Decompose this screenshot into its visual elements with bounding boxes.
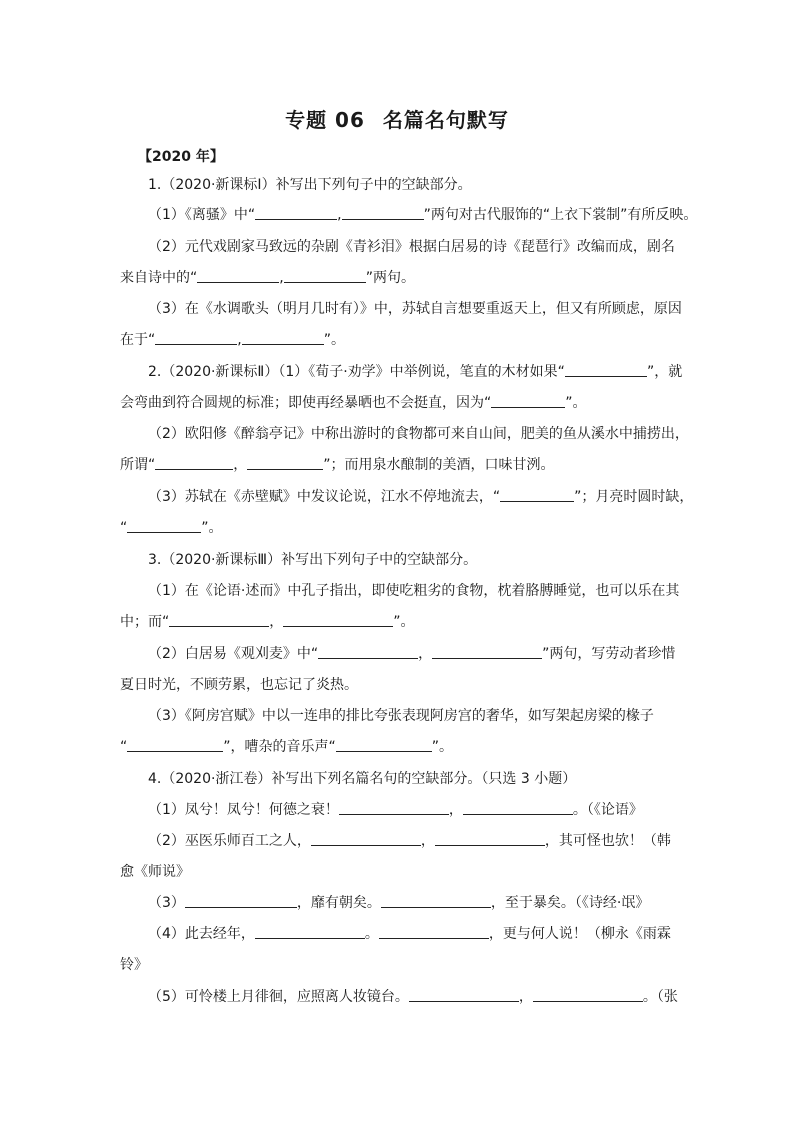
answer-blank[interactable] <box>242 332 324 345</box>
q1-stem: 1.（2020·新课标Ⅰ）补写出下列句子中的空缺部分。 <box>148 177 472 193</box>
q2-item1: 2.（2020·新课标Ⅱ）（1）《荀子·劝学》中举例说，笔直的木材如果“ ”，就 <box>148 364 683 380</box>
answer-blank[interactable] <box>339 802 449 815</box>
answer-blank[interactable] <box>169 614 269 627</box>
q4-item2-cont: 愈《师说》 <box>120 864 190 880</box>
q3-stem: 3.（2020·新课标Ⅲ）补写出下列句子中的空缺部分。 <box>148 552 478 568</box>
answer-blank[interactable] <box>247 457 323 470</box>
q4-item4-cont: 铃》 <box>120 957 148 973</box>
q3-item2: （2）白居易《观刈麦》中“ ， ”两句，写劳动者珍惜 <box>148 646 676 662</box>
answer-blank[interactable] <box>432 646 542 659</box>
answer-blank[interactable] <box>155 332 237 345</box>
section-heading: 【2020 年】 <box>138 149 224 165</box>
answer-blank[interactable] <box>127 520 201 533</box>
answer-blank[interactable] <box>336 739 432 752</box>
answer-blank[interactable] <box>409 989 519 1002</box>
answer-blank[interactable] <box>500 489 574 502</box>
q4-item1: （1）凤兮！凤兮！何德之衰！ ， 。（《论语》 <box>148 802 643 818</box>
answer-blank[interactable] <box>533 989 643 1002</box>
q2-item2: （2）欧阳修《醉翁亭记》中称出游时的食物都可来自山间，肥美的鱼从溪水中捕捞出， <box>148 426 689 442</box>
q1-item2-cont: 来自诗中的“ , ”两句。 <box>120 270 415 286</box>
answer-blank[interactable] <box>255 926 365 939</box>
answer-blank[interactable] <box>255 207 337 220</box>
answer-blank[interactable] <box>565 364 647 377</box>
answer-blank[interactable] <box>185 895 297 908</box>
title-prefix: 专题 06 <box>285 108 365 132</box>
q3-item1-cont: 中；而“ ， ”。 <box>120 614 415 630</box>
answer-blank[interactable] <box>155 457 233 470</box>
q3-item3: （3）《阿房宫赋》中以一连串的排比夸张表现阿房宫的奢华，如写架起房梁的椽子 <box>148 708 654 724</box>
q4-item3: （3） ，靡有朝矣。 ，至于暴矣。（《诗经·氓》 <box>148 895 650 911</box>
q1-item3-cont: 在于“ , ”。 <box>120 332 345 348</box>
answer-blank[interactable] <box>491 395 565 408</box>
q4-item4: （4）此去经年， 。 ，更与何人说！（柳永《雨霖 <box>148 926 671 942</box>
answer-blank[interactable] <box>318 646 418 659</box>
q2-item3: （3）苏轼在《赤壁赋》中发议论说，江水不停地流去，“ ”；月亮时圆时缺， <box>148 489 694 505</box>
q3-item2-cont: 夏日时光，不顾劳累，也忘记了炎热。 <box>120 677 358 693</box>
q2-item1-cont: 会弯曲到符合圆规的标准；即使再经暴晒也不会挺直，因为“ ”。 <box>120 395 587 411</box>
q2-item2-cont: 所谓“ ， ”；而用泉水酿制的美酒，口味甘洌。 <box>120 457 555 473</box>
q3-item3-cont: “ ”，嘈杂的音乐声“ ”。 <box>120 739 454 755</box>
answer-blank[interactable] <box>435 833 545 846</box>
answer-blank[interactable] <box>311 833 421 846</box>
title-main: 名篇名句默写 <box>382 108 509 132</box>
answer-blank[interactable] <box>127 739 223 752</box>
answer-blank[interactable] <box>342 207 424 220</box>
q4-item2: （2）巫医乐师百工之人， ， ，其可怪也欤！（韩 <box>148 833 671 849</box>
answer-blank[interactable] <box>283 614 393 627</box>
page-title <box>0 104 794 133</box>
answer-blank[interactable] <box>381 895 491 908</box>
answer-blank[interactable] <box>463 802 573 815</box>
q3-item1: （1）在《论语·述而》中孔子指出，即使吃粗劣的食物，枕着胳膊睡觉，也可以乐在其 <box>148 583 680 599</box>
q1-item3: （3）在《水调歌头（明月几时有）》中，苏轼自言想要重返天上，但又有所顾虑，原因 <box>148 301 682 317</box>
answer-blank[interactable] <box>379 926 489 939</box>
q1-item1: （1）《离骚》中“ , ”两句对古代服饰的“上衣下裳制”有所反映。 <box>148 207 698 223</box>
q1-item2: （2）元代戏剧家马致远的杂剧《青衫泪》根据白居易的诗《琵琶行》改编而成，剧名 <box>148 239 675 255</box>
q4-item5: （5）可怜楼上月徘徊，应照离人妆镜台。 ， 。（张 <box>148 989 678 1005</box>
answer-blank[interactable] <box>284 270 366 283</box>
q2-item3-cont: “ ”。 <box>120 520 223 536</box>
q4-stem: 4.（2020·浙江卷）补写出下列名篇名句的空缺部分。（只选 3 小题） <box>148 771 577 787</box>
answer-blank[interactable] <box>197 270 279 283</box>
